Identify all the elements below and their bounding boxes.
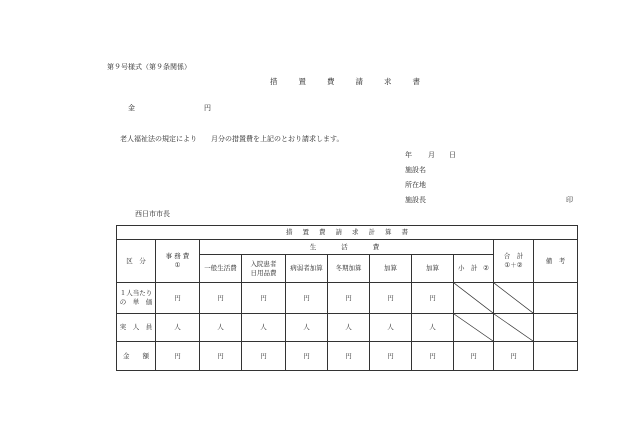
cell-person: 人: [156, 314, 200, 342]
amount-label: 金: [128, 104, 135, 112]
subtotal-label: 小 計: [458, 264, 478, 272]
cell-yen: 円: [200, 283, 242, 314]
title-char: 費: [327, 77, 335, 86]
total-formula: ①＋②: [504, 261, 523, 269]
cell-person: 人: [412, 314, 454, 342]
inpatient-line-2: 日用品費: [250, 268, 277, 277]
cell-person: 人: [370, 314, 412, 342]
document-title: [270, 76, 420, 87]
title-char: 置: [298, 77, 306, 86]
header-subtotal: [454, 255, 494, 283]
diagonal-cell: [494, 283, 534, 314]
calc-title-char: 費: [319, 228, 326, 236]
diagonal-cell: [494, 314, 534, 342]
cell-yen: 円: [328, 342, 370, 371]
cell-yen: 円: [242, 342, 286, 371]
address-label: 所在地: [405, 181, 426, 189]
row-label-people: 実 人 員: [117, 314, 156, 342]
header-office-fee: [156, 240, 200, 283]
addressee: 西日市市長: [135, 210, 170, 218]
header-kubun: 区 分: [117, 240, 156, 283]
unit-price-line-1: １人当たり: [119, 289, 153, 297]
cell-remarks: [534, 342, 578, 371]
calc-title-char: 請: [335, 228, 343, 236]
diagonal-cell: [454, 314, 494, 342]
amount-unit: 円: [204, 104, 211, 112]
cell-person: 人: [242, 314, 286, 342]
cell-yen: 円: [242, 283, 286, 314]
row-label-amount: 金 額: [117, 342, 156, 371]
cell-yen: 円: [370, 342, 412, 371]
header-living-cost: 生 活 費: [200, 240, 494, 255]
diagonal-cell: [454, 283, 494, 314]
inpatient-line-1: 入院患者: [250, 259, 277, 268]
office-fee-label: 事 務 費: [165, 252, 190, 260]
title-char: 求: [384, 77, 392, 86]
cell-yen: 円: [328, 283, 370, 314]
cell-yen: 円: [156, 283, 200, 314]
director-label: 施設長: [405, 196, 426, 204]
calc-title-char: 求: [352, 228, 359, 236]
form-number: 第９号様式（第９条関係）: [107, 63, 191, 71]
calc-title-char: 計: [368, 228, 376, 236]
title-char: 請: [355, 77, 363, 86]
cell-yen: 円: [370, 283, 412, 314]
cell-yen: 円: [200, 342, 242, 371]
calc-title-char: 算: [385, 228, 392, 236]
calculation-table: [116, 225, 578, 371]
header-inpatient: [242, 255, 286, 283]
office-fee-number: ①: [174, 261, 181, 269]
calc-title-char: 措: [286, 228, 293, 236]
header-addition-2: 加算: [412, 255, 454, 283]
seal-label: 印: [566, 196, 573, 204]
total-label: 合 計: [503, 252, 524, 260]
cell-yen: 円: [286, 283, 328, 314]
calc-title-char: 書: [401, 228, 409, 236]
header-sick-addition: 病弱者加算: [286, 255, 328, 283]
cell-yen: 円: [286, 342, 328, 371]
cell-yen: 円: [412, 283, 454, 314]
subtotal-number: ②: [483, 264, 489, 272]
date-month: 月: [428, 151, 435, 159]
cell-remarks: [534, 314, 578, 342]
cell-yen: 円: [454, 342, 494, 371]
cell-person: 人: [286, 314, 328, 342]
cell-person: 人: [200, 314, 242, 342]
title-char: 措: [270, 77, 278, 86]
cell-yen: 円: [412, 342, 454, 371]
table-row: [117, 283, 578, 314]
title-char: 書: [412, 77, 420, 86]
facility-name-label: 施設名: [405, 166, 426, 174]
statement: 老人福祉法の規定により 月分の措置費を上記のとおり請求します。: [120, 135, 344, 143]
header-remarks: 備 考: [534, 240, 578, 283]
calc-table-title: [117, 226, 578, 240]
header-total: [494, 240, 534, 283]
table-row: [117, 314, 578, 342]
header-addition-1: 加算: [370, 255, 412, 283]
table-row: [117, 342, 578, 371]
cell-person: 人: [328, 314, 370, 342]
row-label-unit-price: [117, 283, 156, 314]
header-winter-addition: 冬期加算: [328, 255, 370, 283]
unit-price-line-2: の 単 価: [119, 298, 153, 306]
header-general-living: 一般生活費: [200, 255, 242, 283]
date-year: 年: [405, 151, 412, 159]
cell-yen: 円: [156, 342, 200, 371]
cell-remarks: [534, 283, 578, 314]
calc-title-char: 置: [302, 228, 310, 236]
cell-yen: 円: [494, 342, 534, 371]
date-day: 日: [449, 151, 456, 159]
